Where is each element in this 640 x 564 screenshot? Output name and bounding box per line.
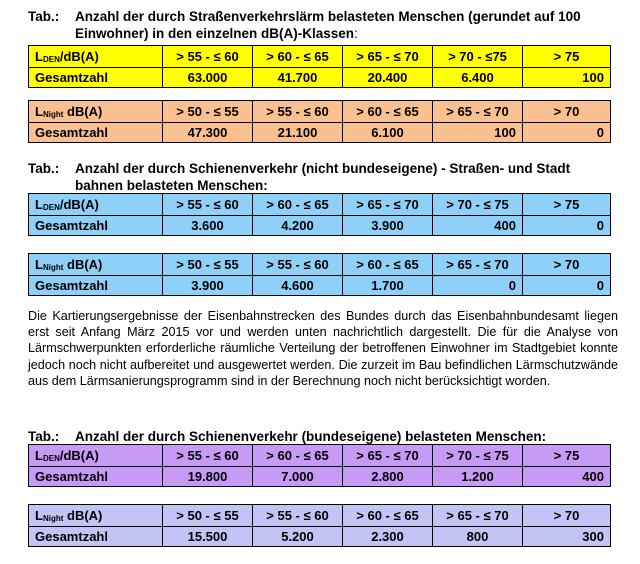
value-cell: 4.200: [253, 216, 343, 236]
class-header: > 65 - ≤ 70: [343, 46, 433, 68]
row-label: Gesamtzahl: [29, 68, 163, 88]
metric-label: LDEN/dB(A): [29, 194, 163, 216]
value-cell: 47.300: [163, 123, 253, 143]
table-header-row: [29, 194, 611, 216]
table-row: [29, 216, 611, 236]
value-cell: 100: [433, 123, 523, 143]
class-header: > 70: [523, 505, 611, 527]
tram-den-table: [28, 193, 611, 236]
section3-caption-text: Anzahl der durch Schienenverkehr (bundeseigene) belasteten Menschen:: [75, 429, 547, 444]
row-label: Gesamtzahl: [29, 123, 163, 143]
class-header: > 65 - ≤ 70: [433, 254, 523, 276]
class-header: > 55 - ≤ 60: [163, 46, 253, 68]
road-den-table: [28, 45, 611, 88]
class-header: > 60 - ≤ 65: [253, 46, 343, 68]
row-label: Gesamtzahl: [29, 276, 163, 296]
section1-caption: [28, 8, 618, 42]
row-label: Gesamtzahl: [29, 467, 163, 487]
table-row: [29, 527, 611, 547]
value-cell: 19.800: [163, 467, 253, 487]
class-header: > 65 - ≤ 70: [343, 194, 433, 216]
metric-label: LNight dB(A): [29, 254, 163, 276]
class-header: > 55 - ≤ 60: [253, 505, 343, 527]
value-cell: 0: [523, 216, 611, 236]
table-row: [29, 68, 611, 88]
tram-night-table: [28, 253, 611, 296]
metric-label: LDEN/dB(A): [29, 445, 163, 467]
class-header: > 60 - ≤ 65: [343, 254, 433, 276]
section2-caption-text: Anzahl der durch Schienenverkehr (nicht bundeseigene) - Straßen- und Stadt bahnen belasteten Menschen:: [75, 161, 571, 193]
class-header: > 60 - ≤ 65: [343, 505, 433, 527]
section3-caption: [28, 428, 618, 445]
class-header: > 60 - ≤ 65: [253, 445, 343, 467]
section2-label: Tab.:: [28, 161, 60, 176]
class-header: > 75: [523, 445, 611, 467]
class-header: > 65 - ≤ 70: [433, 505, 523, 527]
value-cell: 6.100: [343, 123, 433, 143]
value-cell: 63.000: [163, 68, 253, 88]
value-cell: 800: [433, 527, 523, 547]
value-cell: 3.600: [163, 216, 253, 236]
table-header-row: [29, 254, 611, 276]
value-cell: 5.200: [253, 527, 343, 547]
row-label: Gesamtzahl: [29, 527, 163, 547]
value-cell: 2.300: [343, 527, 433, 547]
class-header: > 70 - ≤ 75: [433, 194, 523, 216]
value-cell: 41.700: [253, 68, 343, 88]
value-cell: 4.600: [253, 276, 343, 296]
section3-label: Tab.:: [28, 429, 60, 444]
class-header: > 75: [523, 46, 611, 68]
class-header: > 50 - ≤ 55: [163, 254, 253, 276]
value-cell: 0: [523, 276, 611, 296]
value-cell: 21.100: [253, 123, 343, 143]
value-cell: 6.400: [433, 68, 523, 88]
value-cell: 100: [523, 68, 611, 88]
value-cell: 1.700: [343, 276, 433, 296]
class-header: > 70 - ≤ 75: [433, 445, 523, 467]
class-header: > 75: [523, 194, 611, 216]
class-header: > 55 - ≤ 60: [163, 445, 253, 467]
metric-label: LDEN/dB(A): [29, 46, 163, 68]
class-header: > 55 - ≤ 60: [163, 194, 253, 216]
value-cell: 3.900: [343, 216, 433, 236]
metric-label: LNight dB(A): [29, 505, 163, 527]
class-header: > 55 - ≤ 60: [253, 101, 343, 123]
table-row: [29, 467, 611, 487]
row-label: Gesamtzahl: [29, 216, 163, 236]
value-cell: 400: [523, 467, 611, 487]
value-cell: 7.000: [253, 467, 343, 487]
value-cell: 20.400: [343, 68, 433, 88]
class-header: > 70: [523, 254, 611, 276]
table-header-row: [29, 101, 611, 123]
rail-night-table: [28, 504, 611, 547]
class-header: > 50 - ≤ 55: [163, 101, 253, 123]
rail-den-table: [28, 444, 611, 487]
value-cell: 300: [523, 527, 611, 547]
class-header: > 65 - ≤ 70: [433, 101, 523, 123]
section1-caption-suffix: :: [354, 26, 358, 41]
road-night-table: [28, 100, 611, 143]
value-cell: 1.200: [433, 467, 523, 487]
table-header-row: [29, 46, 611, 68]
value-cell: 2.800: [343, 467, 433, 487]
table-row: [29, 123, 611, 143]
value-cell: 0: [433, 276, 523, 296]
value-cell: 400: [433, 216, 523, 236]
value-cell: 3.900: [163, 276, 253, 296]
section1-caption-text: Anzahl der durch Straßenverkehrslärm belasteten Menschen (gerundet auf 100 Einwohner) in den einzelnen dB(A)-Klassen: [75, 9, 581, 41]
value-cell: 15.500: [163, 527, 253, 547]
section1-label: Tab.:: [28, 9, 60, 24]
class-header: > 55 - ≤ 60: [253, 254, 343, 276]
table-header-row: [29, 505, 611, 527]
body-paragraph: Die Kartierungsergebnisse der Eisenbahnstrecken des Bundes durch das Eisenbahnbundesamt liegen erst seit Anfang März 2015 vor und werden unten nachrichtlich dargestellt. Die für die Analyse von Lärmschwerpunkten erforderliche räumliche Verteilung der betroffenen Einwohner im Stadtgebiet konnte jedoch noch nicht aufbereitet und ausgewertet werden. Die zurzeit im Bau befindlichen Lärmschutzwände aus dem Lärmsanierungsprogramm sind in der Berechnung noch nicht berücksichtigt worden.: [28, 309, 618, 388]
class-header: > 50 - ≤ 55: [163, 505, 253, 527]
metric-label: LNight dB(A): [29, 101, 163, 123]
table-row: [29, 276, 611, 296]
value-cell: 0: [523, 123, 611, 143]
class-header: > 60 - ≤ 65: [343, 101, 433, 123]
class-header: > 70 - ≤75: [433, 46, 523, 68]
table-header-row: [29, 445, 611, 467]
class-header: > 60 - ≤ 65: [253, 194, 343, 216]
class-header: > 65 - ≤ 70: [343, 445, 433, 467]
class-header: > 70: [523, 101, 611, 123]
section2-caption: [28, 160, 618, 194]
